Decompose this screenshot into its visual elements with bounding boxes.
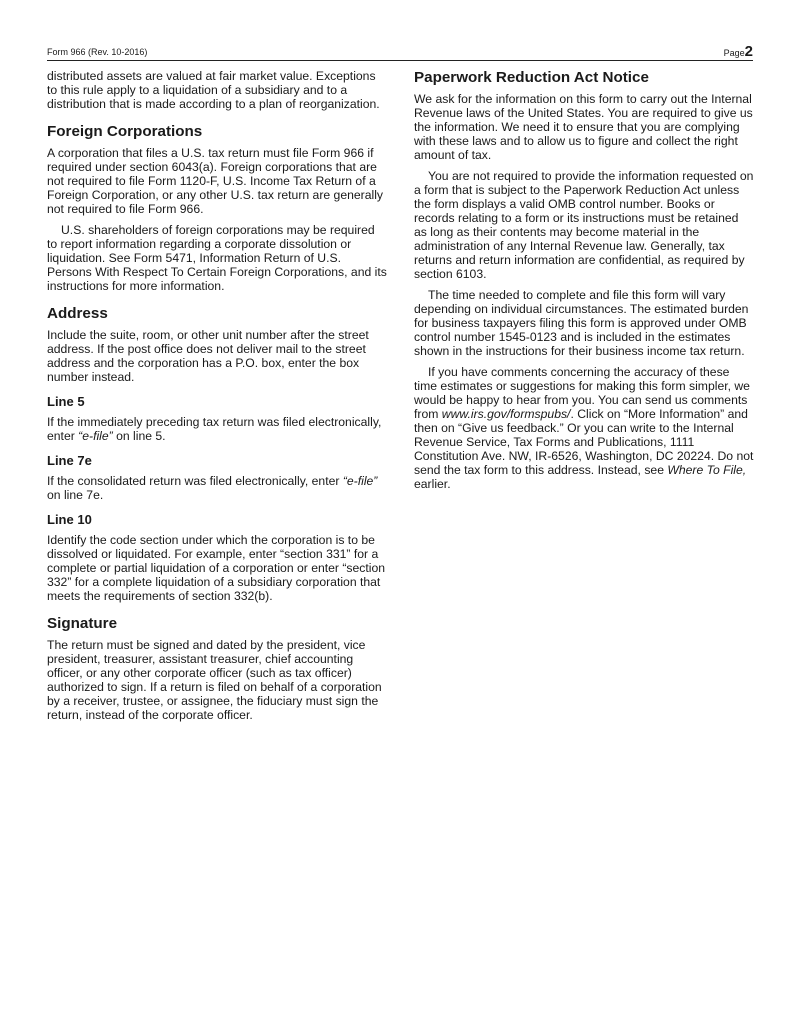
foreign-paragraph-1: A corporation that files a U.S. tax return must file Form 966 if required under section 6043(a). Foreign corporations that are not required to file Form 1120-F, U.S. Income Tax Return of a Foreign Corporation, or any other U.S. tax return are generally not required to file Form 966. bbox=[47, 146, 384, 216]
comments-text-end: earlier. bbox=[414, 477, 451, 491]
irs-url-link[interactable]: www.irs.gov/formspubs/ bbox=[441, 407, 571, 421]
line-7e-text-end: on line 7e. bbox=[47, 488, 104, 502]
where-to-file-ref: Where To File, bbox=[667, 463, 747, 477]
intro-paragraph: distributed assets are valued at fair market value. Exceptions to this rule apply to a liquidation of a subsidiary and to a distribution that is made according to a plan of reorganization. bbox=[47, 69, 380, 111]
left-column bbox=[47, 69, 387, 729]
line-5-text-end: on line 5. bbox=[112, 429, 166, 443]
heading-paperwork-reduction: Paperwork Reduction Act Notice bbox=[414, 69, 649, 86]
line-5-paragraph bbox=[47, 415, 387, 443]
form-identifier: Form 966 (Rev. 10-2016) bbox=[47, 47, 148, 57]
line-5-text: If the immediately preceding tax return was filed electronically, enter bbox=[47, 415, 382, 443]
comments-text-2: . Click on “More Information” and then on “Give us feedback.” Or you can write to the Internal Revenue Service, Tax Forms and Publications, 1111 Constitution Ave. NW, IR-6526, Washington, DC 20224. Do not send the tax form to this address. Instead, see bbox=[414, 407, 754, 477]
address-paragraph: Include the suite, room, or other unit number after the street address. If the post office does not deliver mail to the street address and the corporation has a P.O. box, enter the box number instead. bbox=[47, 328, 369, 384]
page-digit: 2 bbox=[744, 43, 753, 60]
page-number bbox=[724, 43, 753, 61]
page-header bbox=[47, 42, 753, 61]
line-7e-efile: “e-file” bbox=[342, 474, 378, 488]
comments-text: If you have comments concerning the accuracy of these time estimates or suggestions for making this form simpler, we would be happy to hear from you. You can send us comments from bbox=[414, 365, 750, 421]
heading-signature: Signature bbox=[47, 615, 118, 632]
right-column bbox=[414, 69, 754, 498]
signature-paragraph: The return must be signed and dated by the president, vice president, treasurer, assistant treasurer, chief accounting officer, or any other corporate officer (such as tax officer) authorized to sign. If a return is filed on behalf of a corporation by a receiver, trustee, or assignee, the fiduciary must sign the return, instead of the corporate officer. bbox=[47, 638, 382, 722]
paperwork-paragraph-3: The time needed to complete and file this form will vary depending on individual circumstances. The estimated burden for business taxpayers filing this form is approved under OMB control number 1545-0123 and is included in the estimates shown in the instructions for their business income tax return. bbox=[414, 288, 749, 358]
heading-line-7e: Line 7e bbox=[47, 453, 92, 468]
line-7e-paragraph bbox=[47, 474, 387, 502]
heading-address: Address bbox=[47, 305, 108, 322]
line-5-efile: “e-file” bbox=[78, 429, 113, 443]
foreign-paragraph-2: U.S. shareholders of foreign corporations may be required to report information regarding a corporate dissolution or liquidation. See Form 5471, Information Return of U.S. Persons With Respect To Certain Foreign Corporations, and its instructions for more information. bbox=[47, 223, 387, 293]
line-7e-text: If the consolidated return was filed electronically, enter bbox=[47, 474, 343, 488]
paperwork-paragraph-1: We ask for the information on this form to carry out the Internal Revenue laws of the United States. You are required to give us the information. We need it to ensure that you are complying with these laws and to allow us to figure and collect the right amount of tax. bbox=[414, 92, 753, 162]
heading-line-5: Line 5 bbox=[47, 394, 85, 409]
heading-line-10: Line 10 bbox=[47, 512, 92, 527]
paperwork-paragraph-2: You are not required to provide the information requested on a form that is subject to the Paperwork Reduction Act unless the form displays a valid OMB control number. Books or records relating to a form or its instructions must be retained as long as their contents may become material in the administration of any Internal Revenue law. Generally, tax returns and return information are confidential, as required by section 6103. bbox=[414, 169, 754, 281]
page-label: Page bbox=[723, 48, 745, 58]
paperwork-paragraph-4 bbox=[414, 365, 754, 491]
line-10-paragraph: Identify the code section under which the corporation is to be dissolved or liquidated. For example, enter “section 331” for a complete or partial liquidation of a corporation or enter “section 332” for a complete liquidation of a subsidiary corporation that meets the requirements of section 332(b). bbox=[47, 533, 386, 603]
heading-foreign-corporations: Foreign Corporations bbox=[47, 123, 203, 140]
